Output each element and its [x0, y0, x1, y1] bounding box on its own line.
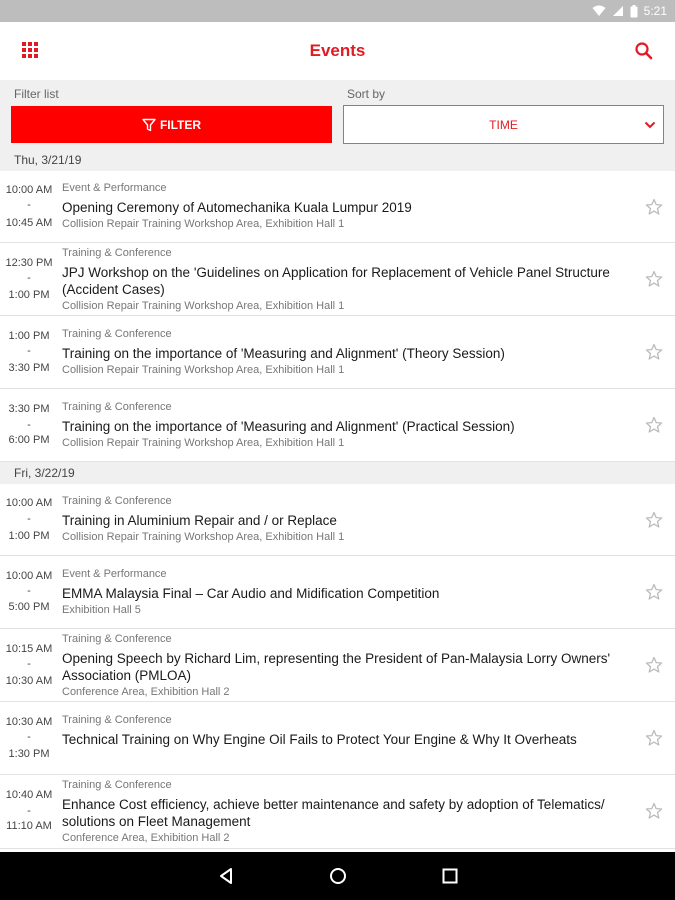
sort-select-value: TIME: [489, 117, 518, 132]
grid-menu-icon[interactable]: [22, 42, 40, 60]
page-title: Events: [309, 41, 366, 60]
event-location: Collision Repair Training Workshop Area, Exhibition Hall 1: [62, 218, 345, 230]
search-icon[interactable]: [633, 40, 655, 62]
time-separator: -: [27, 199, 31, 211]
event-row[interactable]: [0, 316, 675, 389]
event-start-time: 10:00 AM: [5, 184, 53, 196]
event-title: EMMA Malaysia Final – Car Audio and Midification Competition: [62, 586, 440, 601]
event-category: Training & Conference: [62, 401, 172, 413]
event-info: [62, 779, 635, 845]
event-time: [0, 702, 58, 774]
status-bar: [0, 0, 675, 22]
event-time: [0, 775, 58, 848]
event-end-time: 11:10 AM: [6, 820, 52, 832]
signal-icon: [612, 5, 624, 17]
event-row[interactable]: [0, 629, 675, 702]
star-icon[interactable]: [645, 270, 663, 288]
event-info: [62, 328, 635, 377]
event-time: [0, 556, 58, 628]
event-end-time: 3:30 PM: [8, 362, 50, 374]
star-icon[interactable]: [645, 729, 663, 747]
time-separator: -: [27, 658, 31, 670]
event-end-time: 10:30 AM: [5, 675, 53, 687]
event-start-time: 10:00 AM: [5, 497, 53, 509]
star-icon[interactable]: [645, 343, 663, 361]
event-info: [62, 247, 635, 313]
filter-list-label: Filter list: [14, 87, 59, 101]
event-title: Training on the importance of 'Measuring and Alignment' (Practical Session): [62, 419, 515, 434]
event-title: Training in Aluminium Repair and / or Replace: [62, 513, 337, 528]
filter-button-label: FILTER: [159, 117, 202, 132]
event-end-time: 1:00 PM: [8, 289, 50, 301]
system-nav-bar: [0, 852, 675, 900]
star-icon[interactable]: [645, 802, 663, 820]
home-icon[interactable]: [329, 867, 347, 885]
event-category: Training & Conference: [62, 247, 172, 259]
sort-by-label: Sort by: [347, 87, 386, 101]
star-icon[interactable]: [645, 416, 663, 434]
event-row[interactable]: [0, 243, 675, 316]
event-time: [0, 243, 58, 315]
time-separator: -: [27, 419, 31, 431]
event-time: [0, 484, 58, 555]
time-separator: -: [27, 805, 31, 817]
wifi-icon: [592, 5, 606, 17]
time-separator: -: [27, 585, 31, 597]
event-category: Training & Conference: [62, 779, 172, 791]
sort-select[interactable]: [343, 105, 664, 144]
time-separator: -: [27, 345, 31, 357]
event-location: Exhibition Hall 5: [62, 604, 141, 616]
event-time: [0, 171, 58, 242]
star-icon[interactable]: [645, 583, 663, 601]
event-info: [62, 495, 635, 544]
recents-icon[interactable]: [441, 867, 459, 885]
day-header: Thu, 3/21/19: [0, 149, 675, 171]
event-end-time: 1:30 PM: [8, 748, 50, 760]
event-info: [62, 633, 635, 699]
star-icon[interactable]: [645, 511, 663, 529]
event-category: Training & Conference: [62, 714, 172, 726]
event-end-time: 6:00 PM: [8, 434, 50, 446]
event-start-time: 10:00 AM: [5, 570, 53, 582]
filter-area: [0, 80, 675, 149]
event-title: Training on the importance of 'Measuring and Alignment' (Theory Session): [62, 346, 505, 361]
event-time: [0, 629, 58, 701]
event-location: Conference Area, Exhibition Hall 2: [62, 686, 230, 698]
status-time: 5:21: [643, 4, 667, 18]
chevron-down-icon: [643, 118, 657, 132]
event-start-time: 3:30 PM: [8, 403, 50, 415]
time-separator: -: [27, 731, 31, 743]
time-separator: -: [27, 272, 31, 284]
event-start-time: 10:40 AM: [5, 789, 53, 801]
event-category: Training & Conference: [62, 633, 172, 645]
app-bar: [0, 22, 675, 80]
event-end-time: 5:00 PM: [8, 601, 50, 613]
event-category: Training & Conference: [62, 495, 172, 507]
event-info: [62, 568, 635, 617]
event-row[interactable]: [0, 556, 675, 629]
event-location: Collision Repair Training Workshop Area, Exhibition Hall 1: [62, 364, 345, 376]
event-category: Training & Conference: [62, 328, 172, 340]
event-end-time: 10:45 AM: [5, 217, 53, 229]
event-title: Opening Speech by Richard Lim, representing the President of Pan-Malaysia Lorry Owners' Association (PMLOA): [62, 651, 611, 683]
funnel-icon: [142, 118, 156, 132]
event-location: Collision Repair Training Workshop Area, Exhibition Hall 1: [62, 300, 345, 312]
event-title: Technical Training on Why Engine Oil Fails to Protect Your Engine & Why It Overheats: [62, 732, 577, 747]
event-location: Collision Repair Training Workshop Area, Exhibition Hall 1: [62, 437, 345, 449]
event-row[interactable]: [0, 702, 675, 775]
event-start-time: 1:00 PM: [8, 330, 50, 342]
event-row[interactable]: [0, 171, 675, 243]
event-start-time: 10:15 AM: [5, 643, 53, 655]
star-icon[interactable]: [645, 198, 663, 216]
event-location: Collision Repair Training Workshop Area, Exhibition Hall 1: [62, 531, 345, 543]
event-info: [62, 401, 635, 450]
event-title: Enhance Cost efficiency, achieve better maintenance and safety by adoption of Telematics/ solutions on Fleet Management: [62, 797, 605, 829]
event-time: [0, 316, 58, 388]
star-icon[interactable]: [645, 656, 663, 674]
event-row[interactable]: [0, 484, 675, 556]
event-start-time: 12:30 PM: [5, 257, 53, 269]
event-row[interactable]: [0, 389, 675, 462]
event-info: [62, 714, 635, 748]
event-category: Event & Performance: [62, 182, 167, 194]
event-end-time: 1:00 PM: [8, 530, 50, 542]
battery-icon: [630, 5, 638, 18]
event-start-time: 10:30 AM: [5, 716, 53, 728]
event-title: JPJ Workshop on the 'Guidelines on Application for Replacement of Vehicle Panel Structure (Accident Cases): [62, 265, 610, 297]
day-header: Fri, 3/22/19: [0, 462, 675, 484]
event-location: Conference Area, Exhibition Hall 2: [62, 832, 230, 844]
event-category: Event & Performance: [62, 568, 167, 580]
back-icon[interactable]: [217, 867, 235, 885]
time-separator: -: [27, 513, 31, 525]
event-title: Opening Ceremony of Automechanika Kuala Lumpur 2019: [62, 200, 412, 215]
event-info: [62, 182, 635, 231]
event-row[interactable]: [0, 775, 675, 849]
event-time: [0, 389, 58, 461]
filter-button[interactable]: [11, 106, 332, 143]
